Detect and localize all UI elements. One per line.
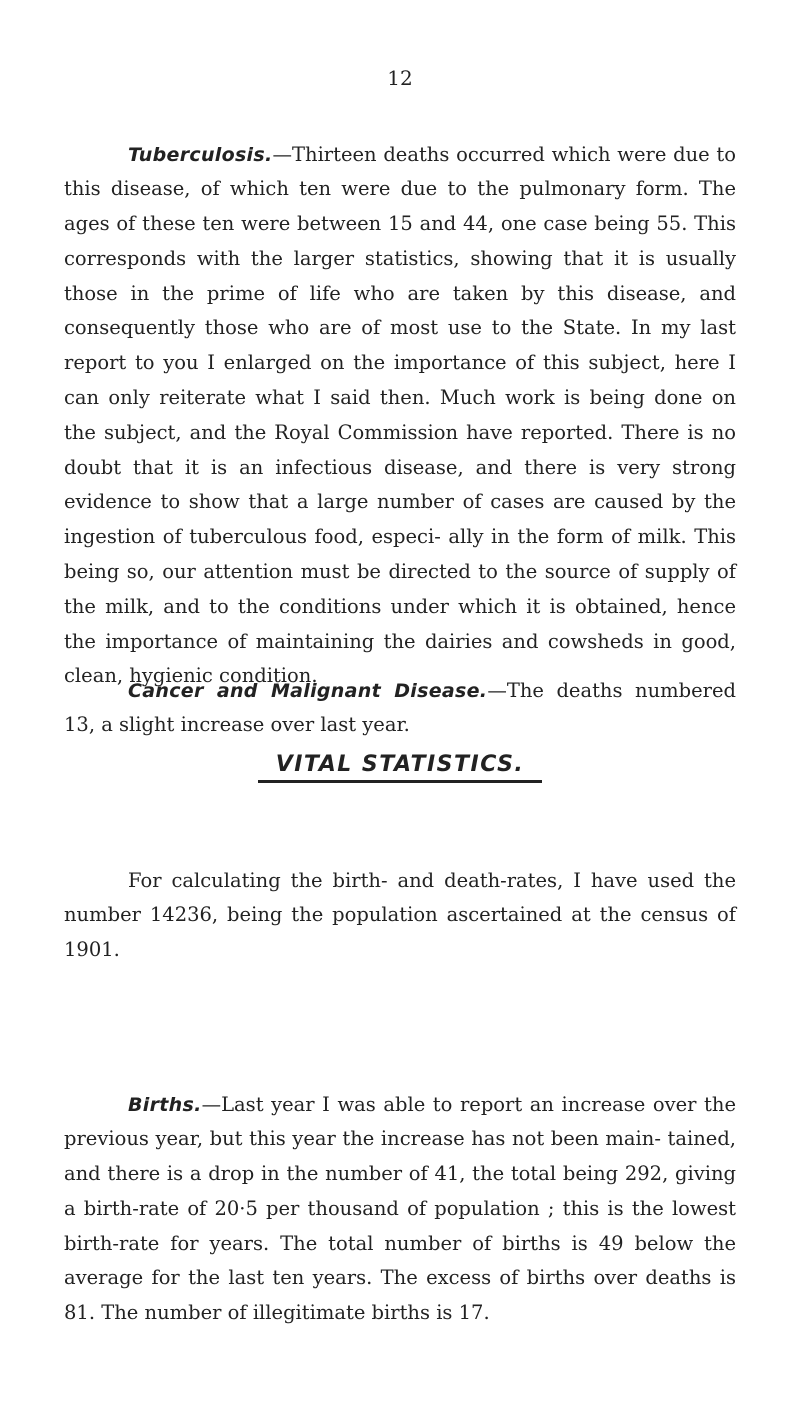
cancer-text: —The deaths numbered 13, a slight increase over last year. [64, 678, 736, 737]
births-heading: Births. [128, 1093, 202, 1116]
page-number: 12 [387, 66, 413, 90]
tuberculosis-text: —Thirteen deaths occurred which were due to this disease, of which ten were due to the pulmonary form. The ages of these ten were between 15 and 44, one case being 55. This corresponds with the larger statistics, showing that it is usually those in the prime of life who are taken by this disease, and consequently those who are of most use to the State. In my last report to you I enlarged on the importance of this subject, here I can only reiterate what I said then. Much work is being done on the subject, and the Royal Commission have reported. There is no doubt that it is an infectious disease, and there is very strong evidence to show that a large number of cases are caused by the ingestion of tuberculous food, especi- ally in the form of milk. This being so, our attention must be directed to the source of supply of the milk, and to the conditions under which it is obtained, hence the importance of maintaining the dairies and cowsheds in good, clean, hygienic condition. [64, 142, 736, 688]
cancer-paragraph [64, 674, 736, 744]
tuberculosis-paragraph [64, 138, 736, 695]
tuberculosis-heading: Tuberculosis. [128, 143, 273, 166]
births-text: —Last year I was able to report an increase over the previous year, but this year the increase has not been main- tained, and there is a drop in the number of 41, the total being 292, giving a birth-rate of 20·5 per thousand of population ; this is the lowest birth-rate for years. The total number of births is 49 below the average for the last ten years. The excess of births over deaths is 81. The number of illegitimate births is 17. [64, 1092, 736, 1325]
vital-statistics-paragraph [64, 864, 736, 968]
vital-statistics-title: VITAL STATISTICS. [275, 752, 525, 777]
title-underline-divider [258, 780, 542, 783]
cancer-heading: Cancer and Malignant Disease. [128, 679, 488, 702]
births-paragraph [64, 1088, 736, 1332]
vital-statistics-text: For calculating the birth- and death-rates, I have used the number 14236, being the population ascertained at the census of 1901. [64, 868, 736, 962]
